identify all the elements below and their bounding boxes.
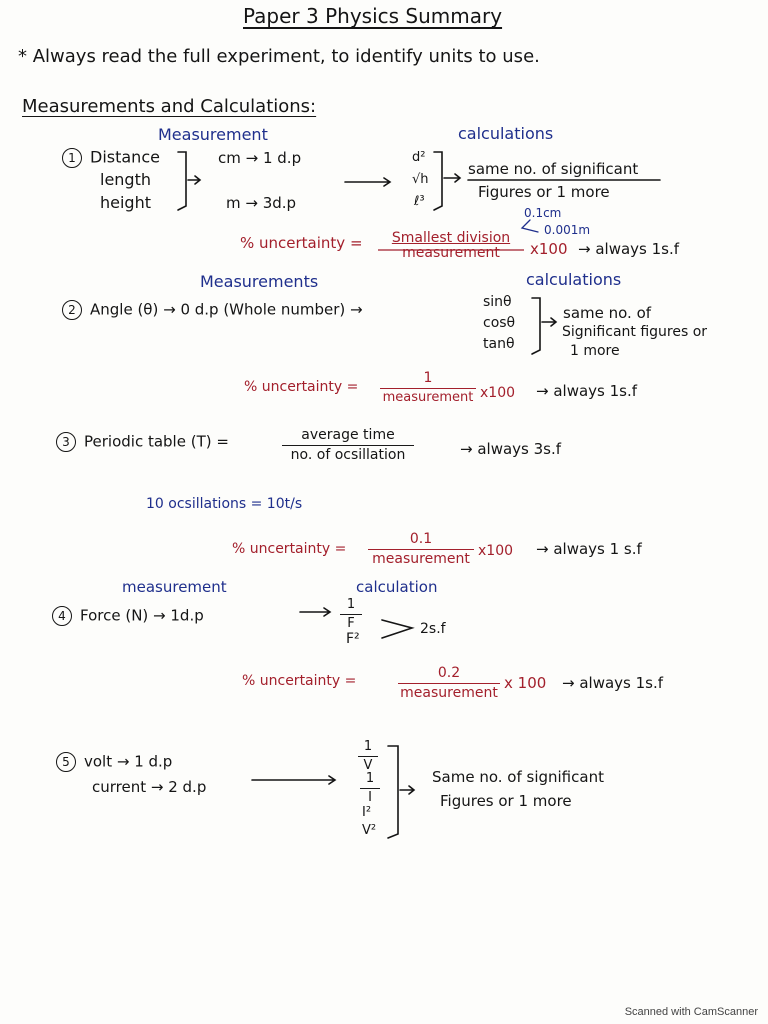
item1-calc-rule-2: Figures or 1 more bbox=[478, 183, 610, 201]
item4-calc-f-squared: F² bbox=[346, 631, 360, 647]
item4-uncertainty-multiplier: x 100 bbox=[504, 674, 547, 692]
item3-uncertainty-label: % uncertainty = bbox=[232, 541, 347, 557]
item5-calc-rule-2: Figures or 1 more bbox=[440, 792, 572, 810]
item1-quantity-height: height bbox=[100, 193, 151, 212]
item3-uncertainty-result: → always 1 s.f bbox=[536, 540, 642, 558]
scanner-watermark: Scanned with CamScanner bbox=[624, 1006, 758, 1018]
item5-calc-arrow bbox=[400, 786, 414, 794]
item1-quantity-length: length bbox=[100, 170, 151, 189]
item2-calc-arrow bbox=[542, 318, 556, 326]
item3-result: → always 3s.f bbox=[460, 440, 562, 458]
item5-calc-v-squared: V² bbox=[362, 823, 377, 838]
item2-uncertainty-multiplier: x100 bbox=[480, 385, 516, 401]
item5-long-arrow bbox=[252, 776, 335, 784]
item5-number-badge: 5 bbox=[56, 752, 76, 772]
item1-unit-m: m → 3d.p bbox=[226, 194, 297, 212]
section-heading: Measurements and Calculations: bbox=[22, 96, 317, 117]
item3-fraction-numerator: average time bbox=[301, 427, 395, 443]
item1-calc-l3: ℓ³ bbox=[414, 194, 425, 209]
item1-note-0001m: 0.001m bbox=[544, 223, 591, 237]
item1-calc-d2: d² bbox=[412, 150, 426, 165]
item4-chevron bbox=[382, 620, 412, 638]
item1-calc-rule-1: same no. of significant bbox=[468, 160, 639, 178]
item4-uncertainty-result: → always 1s.f bbox=[562, 674, 664, 692]
item4-calculation-label: calculation bbox=[356, 578, 438, 596]
item2-number-badge: 2 bbox=[62, 300, 82, 320]
item4-number-badge: 4 bbox=[52, 606, 72, 626]
item2-calc-rule-1: same no. of bbox=[563, 304, 652, 322]
item1-measurement-label: Measurement bbox=[158, 125, 268, 144]
item2-uncertainty-label: % uncertainty = bbox=[244, 379, 359, 395]
item4-uncertainty-label: % uncertainty = bbox=[242, 673, 357, 689]
item5-calc-v-numerator: 1 bbox=[363, 739, 373, 754]
item2-line: Angle (θ) → 0 d.p (Whole number) → bbox=[90, 300, 363, 319]
item5-calc-i-denominator: I bbox=[368, 790, 372, 806]
item2-calc-rule-2: Significant figures or bbox=[562, 324, 708, 340]
item4-arrow bbox=[300, 608, 330, 616]
item1-long-arrow bbox=[345, 178, 390, 186]
item2-uncertainty-numerator: 1 bbox=[423, 370, 433, 386]
item1-number-badge: 1 bbox=[62, 148, 82, 168]
item1-calc-sqrt-h: √h bbox=[412, 172, 429, 187]
item1-calc-bracket bbox=[434, 152, 442, 210]
item2-calc-cos: cosθ bbox=[483, 315, 516, 331]
item2-uncertainty-result: → always 1s.f bbox=[536, 382, 638, 400]
item4-measurement-label: measurement bbox=[122, 578, 227, 596]
item1-bracket-arrow bbox=[188, 176, 200, 184]
item4-uncertainty-numerator: 0.2 bbox=[437, 665, 461, 681]
item3-uncertainty-multiplier: x100 bbox=[478, 543, 514, 559]
item1-uncertainty-result: → always 1s.f bbox=[578, 240, 680, 258]
item4-line: Force (N) → 1d.p bbox=[80, 606, 204, 625]
intro-note: * Always read the full experiment, to identify units to use. bbox=[18, 46, 540, 67]
item1-uncertainty-label: % uncertainty = bbox=[240, 234, 363, 252]
item2-measurements-label: Measurements bbox=[200, 272, 319, 291]
item1-calculations-label: calculations bbox=[458, 124, 554, 143]
item2-calc-bracket bbox=[532, 298, 540, 354]
item5-volt: volt → 1 d.p bbox=[84, 752, 173, 771]
item5-current: current → 2 d.p bbox=[92, 778, 207, 796]
item1-quantities-bracket bbox=[178, 152, 186, 210]
item1-uncertainty-denominator: measurement bbox=[402, 245, 500, 262]
item3-oscillation-note: 10 ocsillations = 10t/s bbox=[146, 496, 303, 512]
item3-fraction-denominator: no. of ocsillation bbox=[290, 447, 406, 464]
item5-calc-i-squared: I² bbox=[362, 805, 372, 820]
item3-uncertainty-denominator: measurement bbox=[372, 551, 470, 568]
item1-calc-arrow bbox=[444, 174, 460, 182]
item4-uncertainty-denominator: measurement bbox=[400, 685, 498, 702]
item4-calc-numerator: 1 bbox=[346, 597, 356, 612]
item2-calc-sin: sinθ bbox=[483, 294, 512, 310]
item2-calc-tan: tanθ bbox=[483, 336, 515, 352]
item2-calc-rule-3: 1 more bbox=[570, 343, 620, 359]
item1-quantity-distance: Distance bbox=[90, 147, 160, 167]
item5-calc-bracket bbox=[388, 746, 398, 838]
item2-uncertainty-denominator: measurement bbox=[382, 390, 474, 406]
item1-unit-cm: cm → 1 d.p bbox=[218, 149, 302, 167]
item1-uncertainty-multiplier: x100 bbox=[530, 240, 568, 258]
item4-calc-result: 2s.f bbox=[420, 621, 446, 637]
item3-label: Periodic table (T) = bbox=[84, 432, 229, 451]
item4-calc-denominator: F bbox=[347, 616, 355, 632]
item3-number-badge: 3 bbox=[56, 432, 76, 452]
item1-note-pointer bbox=[522, 220, 538, 232]
item1-note-01cm: 0.1cm bbox=[524, 206, 562, 220]
item5-calc-rule-1: Same no. of significant bbox=[432, 768, 604, 786]
item5-calc-v-denominator: V bbox=[363, 758, 373, 774]
item1-uncertainty-numerator: Smallest division bbox=[391, 230, 511, 246]
item3-uncertainty-numerator: 0.1 bbox=[409, 531, 433, 547]
item5-calc-i-numerator: 1 bbox=[365, 771, 375, 786]
page-title: Paper 3 Physics Summary bbox=[243, 4, 503, 28]
item2-calculations-label: calculations bbox=[526, 270, 622, 289]
